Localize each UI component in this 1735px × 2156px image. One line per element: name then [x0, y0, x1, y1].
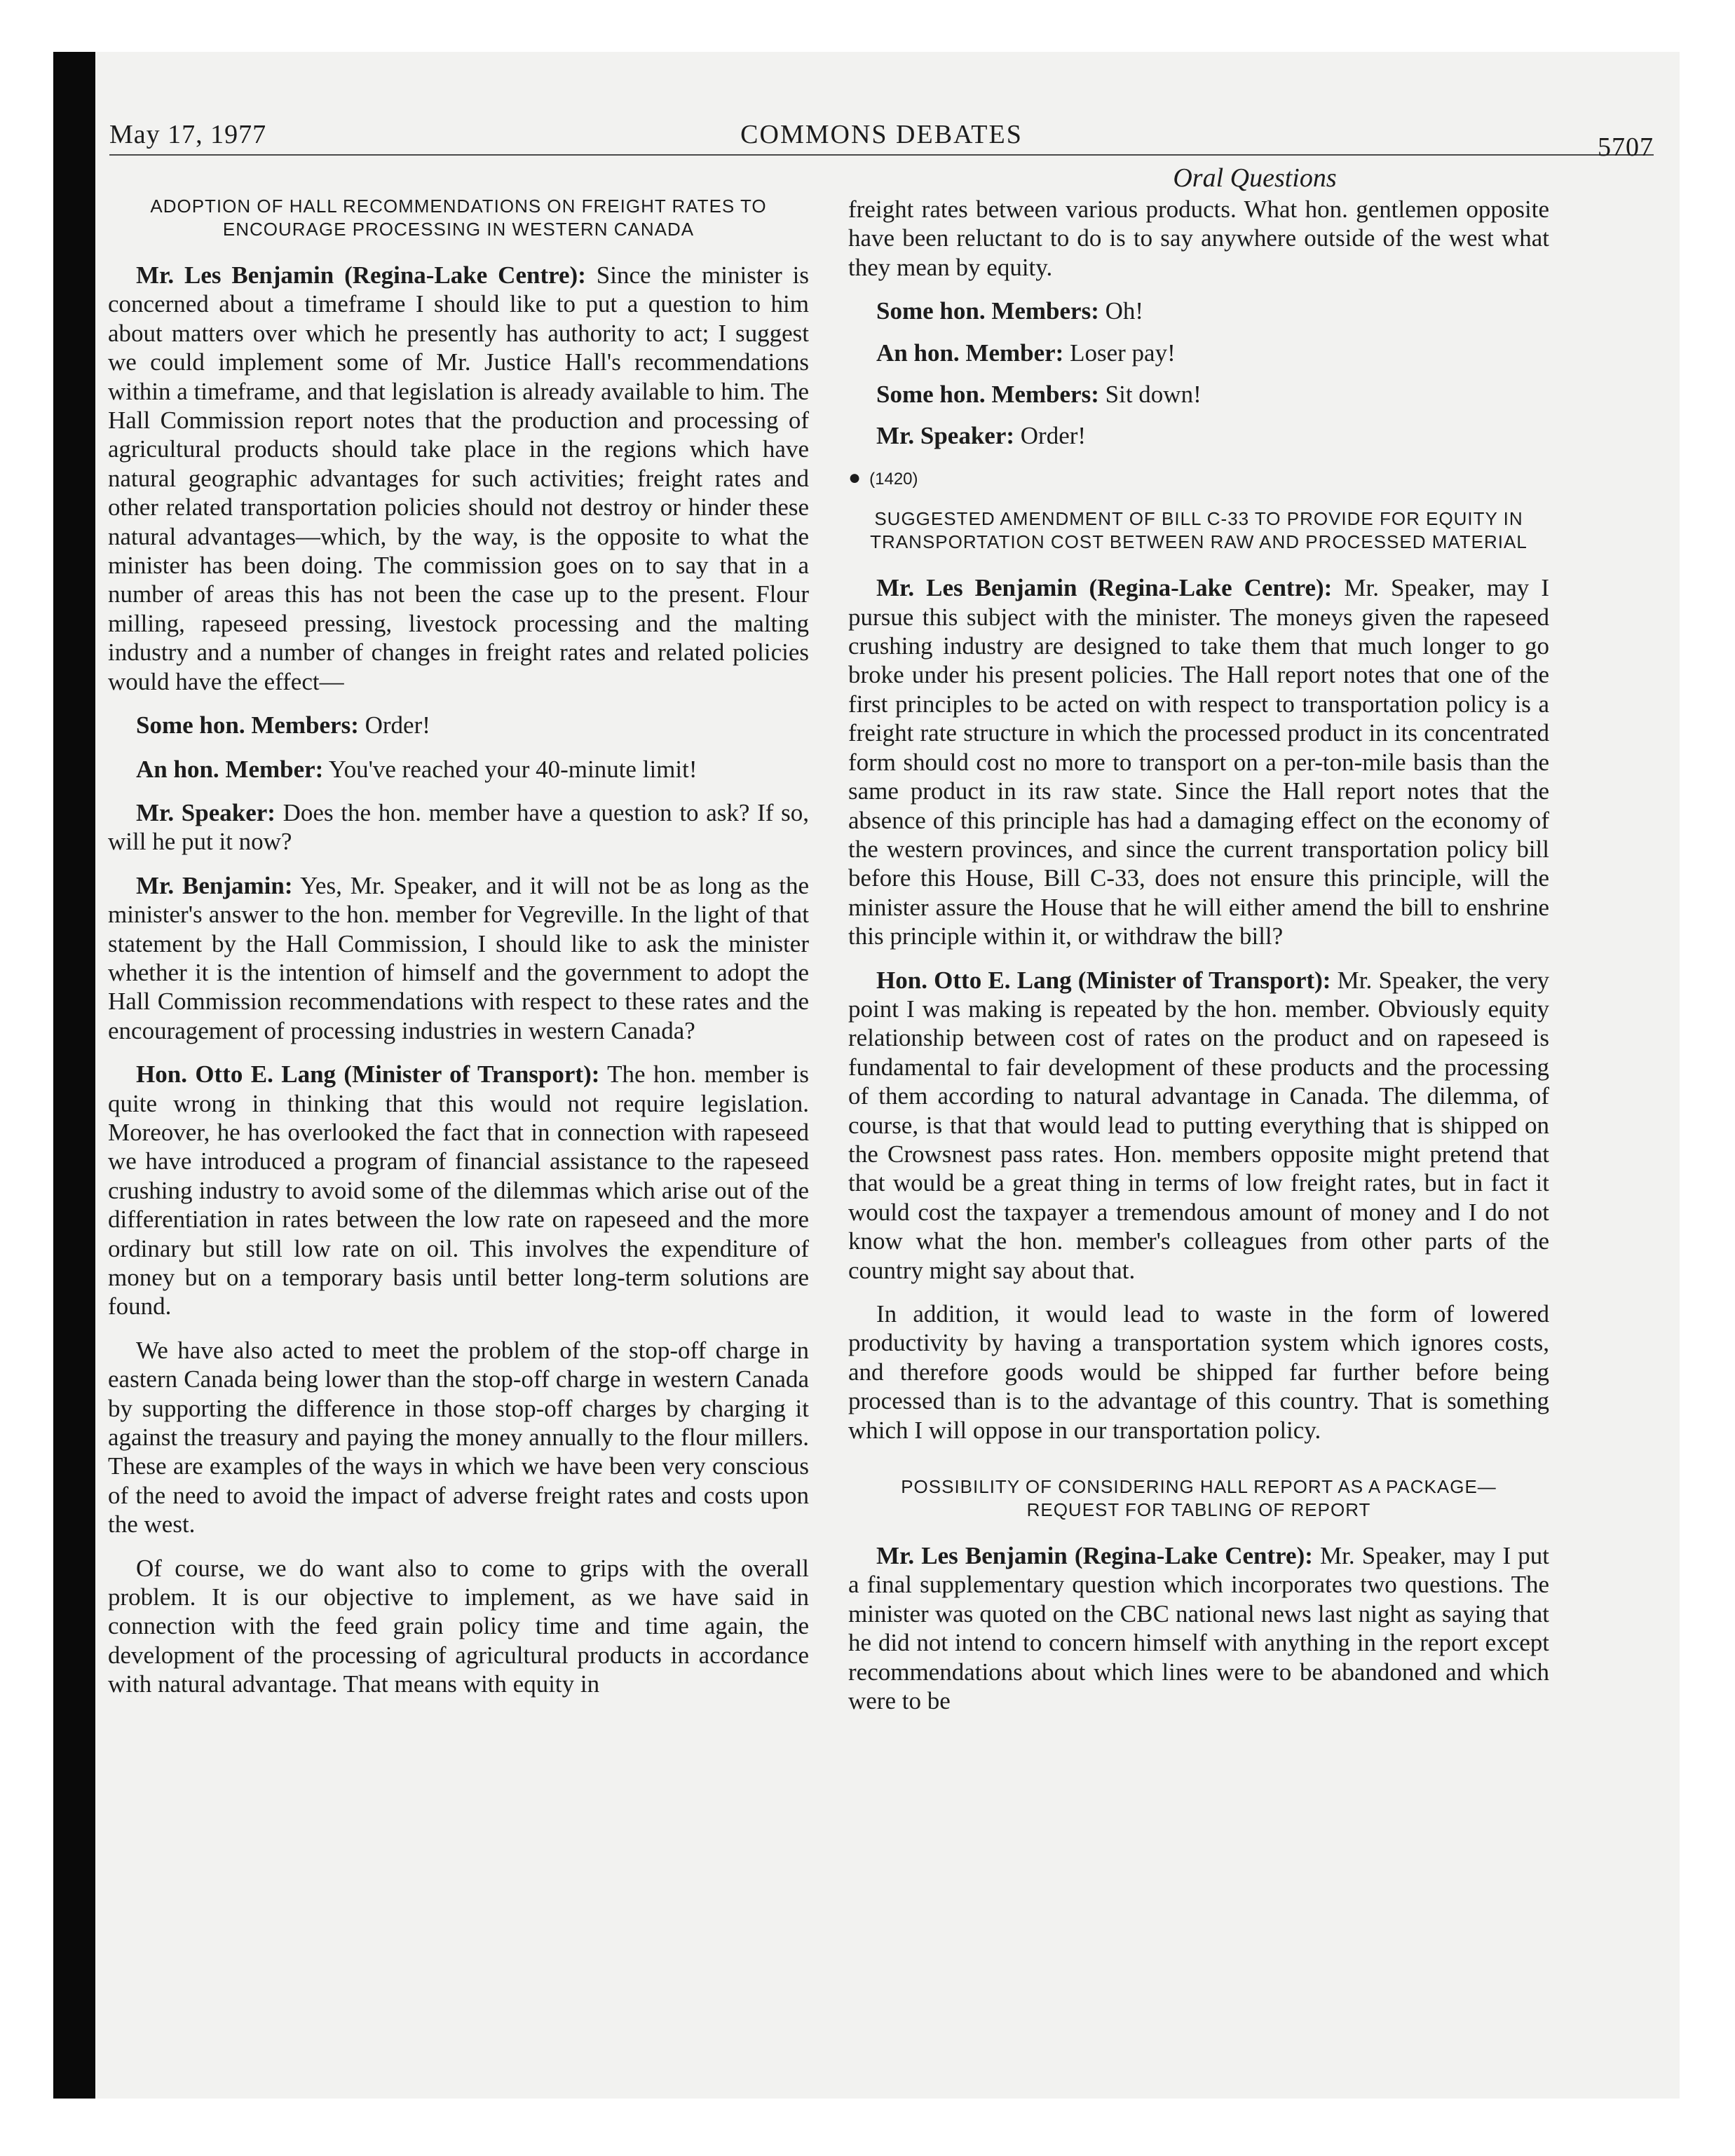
section-label: Oral Questions	[1173, 163, 1337, 193]
speech-text: Since the minister is concerned about a timeframe I should like to put a question to him about matters over which he presently has authority to act; I suggest we could implement some of Mr. Justice Hall's recommendations within a timeframe, and that legislation is already available to him. The Hall Commission report notes that the production and processing of agricultural products should take place in the regions which have natural geographic advantages for such activities; freight rates and other related transportation policies should not destroy or hinder these natural advantages—which, by the way, is the opposite to what the minister has been doing. The commission goes on to say that in a number of areas this has not been the case up to the present. Flour milling, rapeseed pressing, livestock processing and the malting industry and a number of changes in freight rates and related policies would have the effect—	[108, 261, 809, 695]
speech-text: Order!	[1014, 422, 1087, 450]
speaker-name: Mr. Benjamin:	[136, 871, 293, 899]
speech-paragraph: Of course, we do want also to come to grips with the overall problem. It is our objective to implement, as we have said in connection with the feed grain policy time and time again, the development of the processing of agricultural products in accordance with natural advantage. That means with equity in	[108, 1554, 809, 1698]
speech-text: The hon. member is quite wrong in thinking that this would not require legislation. Moreover, he has overlooked the fact that in connection with rapeseed we have introduced a program of financial assistance to the rapeseed crushing industry to avoid some of the dilemmas which arise out of the differentiation in rates between the low rate on rapeseed and the more ordinary but still low rate on oil. This involves the expenditure of money but on a temporary basis until better long-term solutions are found.	[108, 1060, 809, 1321]
speaker-name: An hon. Member:	[136, 755, 324, 783]
speaker-name: Some hon. Members:	[876, 381, 1099, 409]
speech-text: Loser pay!	[1063, 339, 1176, 367]
speech-paragraph	[108, 798, 809, 857]
speaker-name: Mr. Les Benjamin (Regina-Lake Centre):	[876, 574, 1333, 602]
speech-paragraph	[848, 573, 1549, 950]
header-date: May 17, 1977	[109, 120, 267, 149]
speech-paragraph	[848, 1541, 1549, 1715]
speech-paragraph	[108, 261, 809, 696]
section-heading: ADOPTION OF HALL RECOMMENDATIONS ON FREIGHT RATES TO ENCOURAGE PROCESSING IN WESTERN CANADA	[150, 196, 767, 240]
speaker-name: Mr. Les Benjamin (Regina-Lake Centre):	[136, 261, 586, 289]
speaker-name: Mr. Les Benjamin (Regina-Lake Centre):	[876, 1542, 1313, 1570]
running-header	[109, 105, 1654, 162]
speech-paragraph	[108, 755, 809, 784]
section-heading: POSSIBILITY OF CONSIDERING HALL REPORT AS A PACKAGE— REQUEST FOR TABLING OF REPORT	[901, 1476, 1497, 1521]
speech-text: Sit down!	[1098, 381, 1202, 409]
speech-text: Mr. Speaker, may I pursue this subject with the minister. The moneys given the rapeseed crushing industry are designed to take them that much longer to go broke under his present policies. The Hall report notes that one of the first principles to be acted on with respect to transportation policy is a freight rate structure in which the processed product in its concentrated form should cost no more to transport on a per-ton-mile basis than the same product in its raw state. Since the Hall report notes that the absence of this principle has had a damaging effect on the economy of the western provinces, and since the current transportation policy bill before this House, Bill C-33, does not ensure this principle, will the minister assure the House that he will either amend the bill to enshrine this principle within it, or withdraw the bill?	[848, 574, 1549, 950]
speech-paragraph: We have also acted to meet the problem of the stop-off charge in eastern Canada being lower than the stop-off charge in western Canada by supporting the difference in those stop-off charges by charging it against the treasury and paying the money annually to the flour millers. These are examples of the ways in which we have been very conscious of the need to avoid the impact of adverse freight rates and costs upon the west.	[108, 1336, 809, 1538]
speech-paragraph	[848, 339, 1549, 367]
speaker-name: Some hon. Members:	[876, 297, 1099, 325]
speech-text: Order!	[358, 711, 430, 739]
time-marker-text: (1420)	[869, 469, 918, 489]
speech-paragraph	[108, 871, 809, 1045]
speech-paragraph	[108, 711, 809, 739]
speaker-name: Hon. Otto E. Lang (Minister of Transport):	[136, 1060, 600, 1089]
speech-paragraph: In addition, it would lead to waste in the form of lowered productivity by having a transportation system which ignores costs, and therefore goods would be shipped far further before being processed than is to the advantage of this country. That is something which I will oppose in our transportation policy.	[848, 1300, 1549, 1444]
speech-paragraph	[848, 966, 1549, 1285]
speaker-name: An hon. Member:	[876, 339, 1064, 367]
speech-paragraph: freight rates between various products. What hon. gentlemen opposite have been reluctant to do is to say anywhere outside of the west what they mean by equity.	[848, 196, 1549, 281]
left-column	[108, 195, 809, 1714]
page-number: 5707	[1598, 132, 1654, 162]
right-column	[848, 195, 1549, 1730]
section-heading: SUGGESTED AMENDMENT OF BILL C-33 TO PROVIDE FOR EQUITY IN TRANSPORTATION COST BETWEEN RAW AND PROCESSED MATERIAL	[870, 508, 1528, 553]
speech-text: Mr. Speaker, may I put a final supplementary question which incorporates two questions. The minister was quoted on the CBC national news last night as saying that he did not intend to concern himself with anything in the report except recommendations about which lines were to be abandoned and which were to be	[848, 1542, 1549, 1715]
speech-text: You've reached your 40-minute limit!	[323, 755, 698, 783]
speech-paragraph	[848, 421, 1549, 450]
speech-text: Yes, Mr. Speaker, and it will not be as long as the minister's answer to the hon. member for Vegreville. In the light of that statement by the Hall Commission, I should like to ask the minister whether it is the intention of himself and the government to adopt the Hall Commission recommendations with respect to these rates and the encouragement of processing industries in western Canada?	[108, 871, 810, 1044]
speaker-name: Mr. Speaker:	[876, 422, 1015, 450]
speaker-name: Hon. Otto E. Lang (Minister of Transport):	[876, 966, 1331, 994]
speaker-name: Some hon. Members:	[136, 711, 359, 739]
speaker-name: Mr. Speaker:	[136, 798, 275, 826]
speech-text: Does the hon. member have a question to ask? If so, will he put it now?	[108, 798, 810, 856]
bullet-icon: ●	[848, 465, 862, 489]
scan-edge	[53, 52, 95, 2099]
speech-paragraph	[108, 1060, 809, 1321]
speech-text: Oh!	[1098, 297, 1144, 325]
time-marker	[848, 463, 1549, 493]
speech-paragraph	[848, 296, 1549, 325]
header-title: COMMONS DEBATES	[740, 120, 1023, 149]
speech-text: Mr. Speaker, the very point I was making is repeated by the hon. member. Obviously equity relationship between cost of rates on the product and on rapeseed is fundamental to fair development of these products and the processing of them according to natural advantage in Canada. The dilemma, of course, is that that would lead to putting everything that is shipped on the Crowsnest pass rates. Hon. members opposite might pretend that that would be a great thing in terms of low freight rates, but in fact it would cost the taxpayer a tremendous amount of money and I do not know what the hon. member's colleagues from other parts of the country might say about that.	[848, 966, 1549, 1284]
speech-paragraph	[848, 380, 1549, 409]
